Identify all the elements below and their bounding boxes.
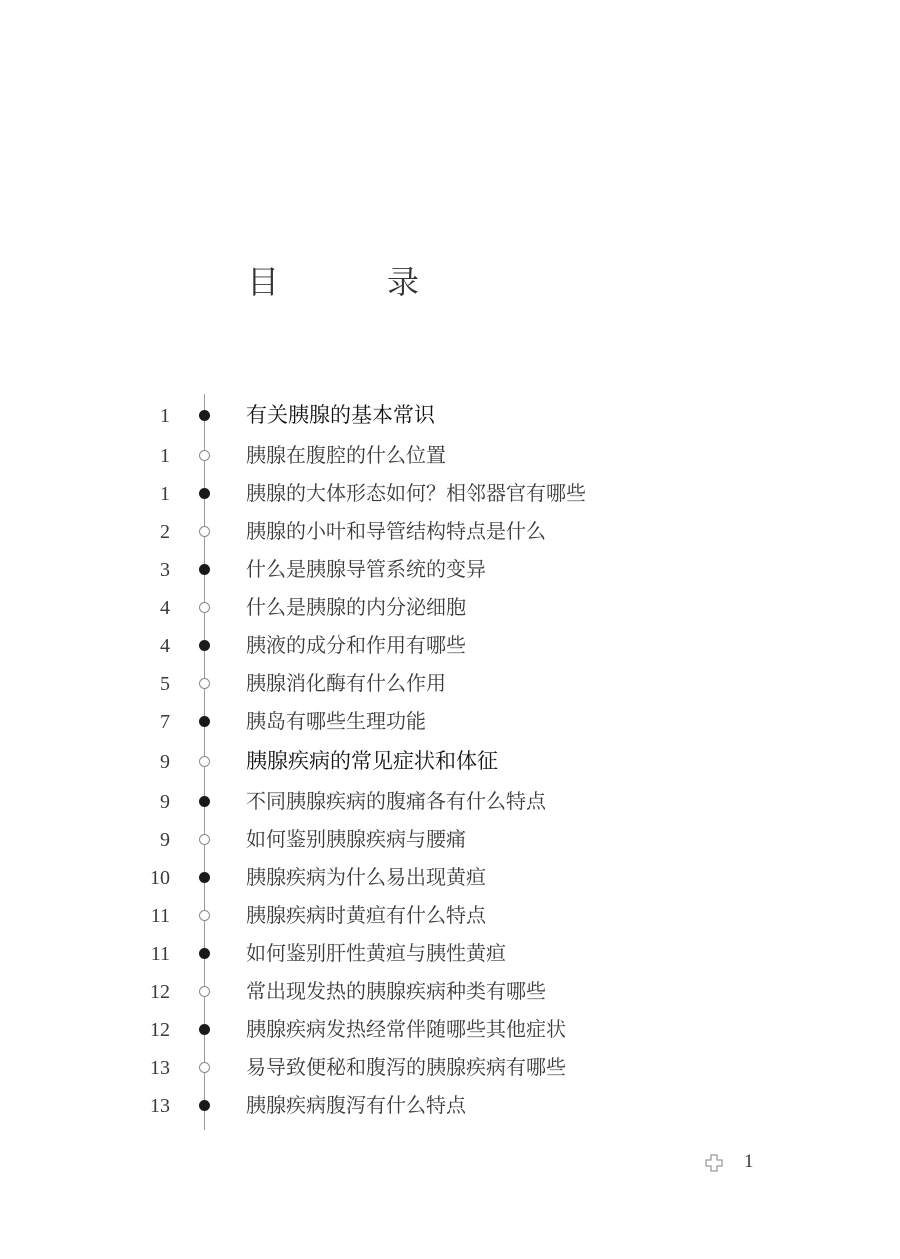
toc-entry[interactable] [0, 934, 900, 972]
toc-entry-text: 胰腺的小叶和导管结构特点是什么 [246, 519, 546, 543]
toc-entry[interactable] [0, 702, 900, 740]
toc-page-number: 4 [160, 635, 170, 657]
filled-dot-icon [199, 564, 210, 575]
toc-page-number: 7 [160, 711, 170, 733]
toc-page-number: 13 [150, 1057, 170, 1079]
toc-entry-text: 如何鉴别胰腺疾病与腰痛 [246, 827, 466, 851]
toc-entry[interactable] [0, 550, 900, 588]
toc-entry[interactable] [0, 1086, 900, 1124]
toc-entry[interactable] [0, 858, 900, 896]
toc-page-number: 4 [160, 597, 170, 619]
toc-entry-text: 胰腺的大体形态如何？相邻器官有哪些 [246, 481, 586, 505]
toc-page-number: 5 [160, 673, 170, 695]
hollow-dot-icon [199, 986, 210, 997]
toc-entry[interactable] [0, 626, 900, 664]
toc-page-number: 1 [160, 445, 170, 467]
toc-entry[interactable] [0, 1010, 900, 1048]
toc-entry[interactable] [0, 782, 900, 820]
toc-page-number: 9 [160, 751, 170, 773]
toc-entry-text: 胰腺疾病时黄疸有什么特点 [246, 903, 486, 927]
toc-entry[interactable] [0, 512, 900, 550]
toc-entry[interactable] [0, 896, 900, 934]
toc-entry-text: 胰腺疾病腹泻有什么特点 [246, 1093, 466, 1117]
toc-section-heading[interactable] [0, 396, 900, 434]
page-footer [704, 1150, 764, 1176]
toc-page-number: 12 [150, 1019, 170, 1041]
filled-dot-icon [199, 796, 210, 807]
toc-entry-text: 什么是胰腺导管系统的变异 [246, 557, 486, 581]
toc-page-number: 2 [160, 521, 170, 543]
hollow-dot-icon [199, 526, 210, 537]
hollow-dot-icon [199, 450, 210, 461]
hollow-dot-icon [199, 834, 210, 845]
filled-dot-icon [199, 1024, 210, 1035]
toc-entry[interactable] [0, 664, 900, 702]
toc-page-number: 3 [160, 559, 170, 581]
toc-page-number: 12 [150, 981, 170, 1003]
toc-page-number: 9 [160, 791, 170, 813]
toc-entry-text: 如何鉴别肝性黄疸与胰性黄疸 [246, 941, 506, 965]
toc-page-number: 1 [160, 405, 170, 427]
toc-entry-text: 胰岛有哪些生理功能 [246, 709, 426, 733]
toc-entry[interactable] [0, 588, 900, 626]
cross-icon [704, 1153, 724, 1173]
hollow-dot-icon [199, 602, 210, 613]
toc-entry-text: 易导致便秘和腹泻的胰腺疾病有哪些 [246, 1055, 566, 1079]
toc-page-number: 10 [150, 867, 170, 889]
filled-dot-icon [199, 1100, 210, 1111]
filled-dot-icon [199, 488, 210, 499]
toc-section-heading[interactable] [0, 742, 900, 780]
toc-page-number: 1 [160, 483, 170, 505]
toc-heading-text: 有关胰腺的基本常识 [246, 403, 435, 427]
hollow-dot-icon [199, 678, 210, 689]
toc-entry-text: 不同胰腺疾病的腹痛各有什么特点 [246, 789, 546, 813]
toc-entry-text: 胰腺疾病为什么易出现黄疸 [246, 865, 486, 889]
toc-entry-text: 胰液的成分和作用有哪些 [246, 633, 466, 657]
filled-dot-icon [199, 872, 210, 883]
toc-entry[interactable] [0, 972, 900, 1010]
toc-entry-text: 胰腺消化酶有什么作用 [246, 671, 446, 695]
toc-entry[interactable] [0, 1048, 900, 1086]
toc-entry-text: 胰腺疾病发热经常伴随哪些其他症状 [246, 1017, 566, 1041]
table-of-contents [0, 396, 900, 1136]
filled-dot-icon [199, 948, 210, 959]
toc-entry[interactable] [0, 820, 900, 858]
toc-page-number: 13 [150, 1095, 170, 1117]
toc-entry-text: 什么是胰腺的内分泌细胞 [246, 595, 466, 619]
toc-entry[interactable] [0, 436, 900, 474]
toc-page-number: 11 [150, 943, 170, 965]
filled-dot-icon [199, 716, 210, 727]
hollow-dot-icon [199, 910, 210, 921]
toc-entry-text: 常出现发热的胰腺疾病种类有哪些 [246, 979, 546, 1003]
page-title: 目 录 [247, 263, 458, 301]
hollow-dot-icon [199, 756, 210, 767]
hollow-dot-icon [199, 1062, 210, 1073]
toc-page-number: 9 [160, 829, 170, 851]
filled-dot-icon [199, 640, 210, 651]
page-number: 1 [744, 1151, 754, 1172]
toc-entry-text: 胰腺在腹腔的什么位置 [246, 443, 446, 467]
toc-heading-text: 胰腺疾病的常见症状和体征 [246, 749, 498, 773]
filled-dot-icon [199, 410, 210, 421]
toc-page-number: 11 [150, 905, 170, 927]
toc-entry[interactable] [0, 474, 900, 512]
